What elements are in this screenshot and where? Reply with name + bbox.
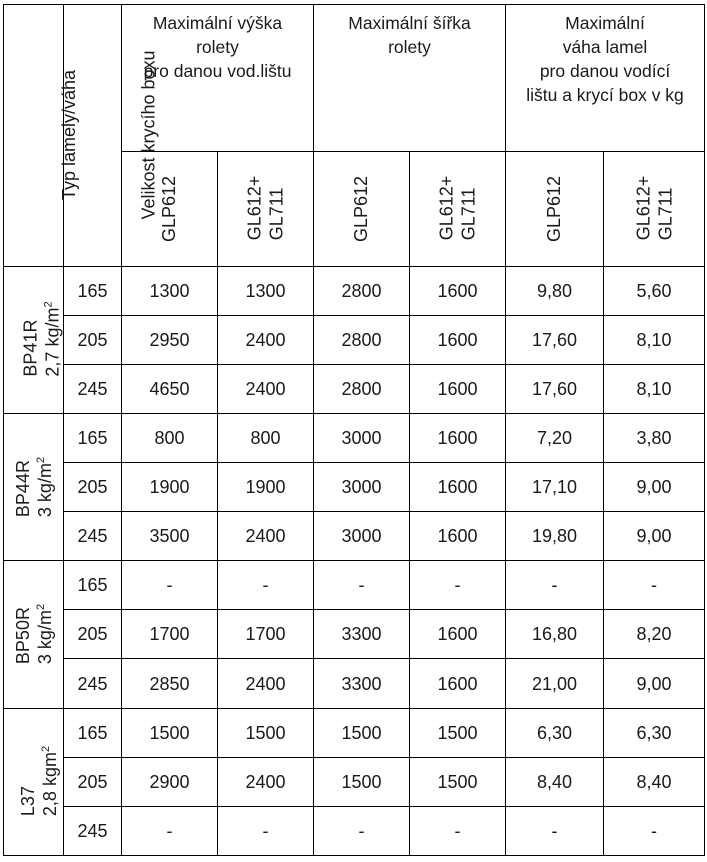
value-cell: 2400 (218, 364, 314, 413)
value-cell: 2800 (314, 266, 410, 315)
value-cell: - (506, 806, 604, 855)
value-cell: 1600 (410, 315, 506, 364)
value-cell: - (604, 806, 705, 855)
value-cell: - (122, 806, 218, 855)
box-size-cell: 245 (64, 512, 122, 561)
box-size-cell: 245 (64, 659, 122, 708)
lamella-type-name: L37 (18, 786, 39, 817)
box-column-label: Velikost krycího boxu (138, 50, 159, 220)
group-header-line: rolety (388, 37, 431, 57)
subheader-line: GL612+ (244, 176, 265, 241)
value-cell: 1500 (410, 708, 506, 757)
subheader-line: GL612+ (436, 176, 457, 241)
value-cell: 9,80 (506, 266, 604, 315)
group-header-max-weight (506, 5, 705, 152)
box-size-cell: 245 (64, 364, 122, 413)
subheader-line: GL612+ (633, 176, 654, 241)
value-cell: 2400 (218, 315, 314, 364)
value-cell: 3300 (314, 610, 410, 659)
box-size-cell: 205 (64, 757, 122, 806)
lamella-weight-value: 2,8 kgm (40, 752, 61, 817)
value-cell: 2850 (122, 659, 218, 708)
value-cell: 1900 (218, 463, 314, 512)
lamella-weight-value: 3 kg/m (35, 609, 56, 664)
value-cell: 9,00 (604, 463, 705, 512)
subheader-glp612 (506, 152, 604, 266)
value-cell: 2800 (314, 315, 410, 364)
value-cell: 6,30 (604, 708, 705, 757)
box-size-cell: 165 (64, 413, 122, 462)
value-cell: 2400 (218, 512, 314, 561)
box-size-cell: 205 (64, 463, 122, 512)
value-cell: 3500 (122, 512, 218, 561)
value-cell: 1600 (410, 512, 506, 561)
lamella-type-name: BP50R (13, 606, 34, 664)
table-row (4, 610, 705, 659)
spec-table-wrapper (3, 4, 704, 856)
value-cell: 8,10 (604, 315, 705, 364)
value-cell: 17,60 (506, 315, 604, 364)
value-cell: 3,80 (604, 413, 705, 462)
value-cell: 7,20 (506, 413, 604, 462)
lamella-weight-exponent: 2 (35, 603, 48, 610)
type-column-label: Typ lamely/váha (59, 70, 80, 201)
type-column-header (4, 5, 80, 267)
group-header-line: Maximální (565, 13, 645, 33)
value-cell: - (410, 806, 506, 855)
header-row-groups (4, 5, 705, 152)
table-row (4, 266, 705, 315)
value-cell: 5,60 (604, 266, 705, 315)
lamella-weight-exponent: 2 (40, 746, 53, 753)
subheader-line: GLP612 (159, 175, 180, 242)
table-row (4, 561, 705, 610)
value-cell: - (506, 561, 604, 610)
lamella-type-cell (4, 708, 64, 855)
group-header-max-width (314, 5, 506, 152)
value-cell: - (314, 561, 410, 610)
value-cell: 1600 (410, 364, 506, 413)
value-cell: 1700 (122, 610, 218, 659)
table-row (4, 315, 705, 364)
subheader-gl612-gl711 (604, 152, 705, 266)
value-cell: 2800 (314, 364, 410, 413)
subheader-glp612 (314, 152, 410, 266)
value-cell: 2400 (218, 659, 314, 708)
lamella-weight (34, 457, 56, 517)
box-size-cell: 205 (64, 315, 122, 364)
value-cell: 3000 (314, 463, 410, 512)
value-cell: 1700 (218, 610, 314, 659)
value-cell: 1600 (410, 266, 506, 315)
lamella-weight (34, 604, 56, 664)
value-cell: - (314, 806, 410, 855)
subheader-line: GL711 (266, 188, 287, 241)
value-cell: 800 (218, 413, 314, 462)
lamella-weight (42, 302, 64, 377)
group-header-line: pro danou vodící (539, 61, 671, 81)
lamella-weight-value: 3 kg/m (35, 462, 56, 517)
group-header-line: pro danou vod.lištu (143, 61, 292, 81)
value-cell: 1500 (218, 708, 314, 757)
box-size-cell: 245 (64, 806, 122, 855)
group-header-line: rolety (196, 37, 239, 57)
value-cell: 1600 (410, 659, 506, 708)
value-cell: - (410, 561, 506, 610)
table-row (4, 413, 705, 462)
subheader-gl612-gl711 (218, 152, 314, 266)
value-cell: 4650 (122, 364, 218, 413)
value-cell: - (604, 561, 705, 610)
table-row (4, 757, 705, 806)
value-cell: 1300 (218, 266, 314, 315)
value-cell: 2900 (122, 757, 218, 806)
value-cell: 9,00 (604, 659, 705, 708)
value-cell: 8,20 (604, 610, 705, 659)
value-cell: 21,00 (506, 659, 604, 708)
lamella-type-cell (4, 266, 64, 413)
table-row (4, 463, 705, 512)
value-cell: 800 (122, 413, 218, 462)
lamella-weight-value: 2,7 kg/m (42, 307, 63, 377)
table-row (4, 708, 705, 757)
group-header-line: Maximální výška (152, 13, 283, 33)
box-size-cell: 165 (64, 266, 122, 315)
spec-table (3, 4, 705, 856)
table-row (4, 364, 705, 413)
value-cell: 9,00 (604, 512, 705, 561)
value-cell: 1500 (122, 708, 218, 757)
value-cell: 8,40 (604, 757, 705, 806)
value-cell: 6,30 (506, 708, 604, 757)
lamella-weight-exponent: 2 (35, 456, 48, 463)
subheader-line: GL711 (655, 188, 676, 241)
value-cell: - (218, 806, 314, 855)
lamella-type-cell (4, 413, 64, 560)
table-row (4, 806, 705, 855)
value-cell: 2400 (218, 757, 314, 806)
box-size-cell: 165 (64, 561, 122, 610)
table-row (4, 512, 705, 561)
group-header-line: lištu a krycí box v kg (526, 85, 684, 105)
value-cell: 1600 (410, 413, 506, 462)
group-header-line: Maximální šířka (348, 13, 471, 33)
lamella-type-cell (4, 561, 64, 708)
value-cell: 2950 (122, 315, 218, 364)
value-cell: 8,40 (506, 757, 604, 806)
value-cell: - (218, 561, 314, 610)
subheader-gl612-gl711 (410, 152, 506, 266)
lamella-weight-exponent: 2 (42, 301, 55, 308)
subheader-line: GLP612 (351, 175, 372, 242)
lamella-weight (39, 746, 61, 816)
value-cell: 1300 (122, 266, 218, 315)
value-cell: 1500 (314, 708, 410, 757)
value-cell: 8,10 (604, 364, 705, 413)
subheader-line: GLP612 (544, 175, 565, 242)
box-size-cell: 205 (64, 610, 122, 659)
value-cell: 3300 (314, 659, 410, 708)
table-row (4, 659, 705, 708)
lamella-type-name: BP41R (20, 319, 41, 377)
table-body (4, 5, 705, 856)
lamella-type-name: BP44R (13, 459, 34, 517)
value-cell: 3000 (314, 413, 410, 462)
value-cell: 17,60 (506, 364, 604, 413)
value-cell: 17,10 (506, 463, 604, 512)
value-cell: 1900 (122, 463, 218, 512)
value-cell: 1600 (410, 463, 506, 512)
value-cell: 1500 (410, 757, 506, 806)
value-cell: - (122, 561, 218, 610)
value-cell: 1600 (410, 610, 506, 659)
value-cell: 1500 (314, 757, 410, 806)
value-cell: 3000 (314, 512, 410, 561)
box-size-cell: 165 (64, 708, 122, 757)
value-cell: 16,80 (506, 610, 604, 659)
group-header-line: váha lamel (562, 37, 648, 57)
subheader-line: GL711 (458, 188, 479, 241)
value-cell: 19,80 (506, 512, 604, 561)
